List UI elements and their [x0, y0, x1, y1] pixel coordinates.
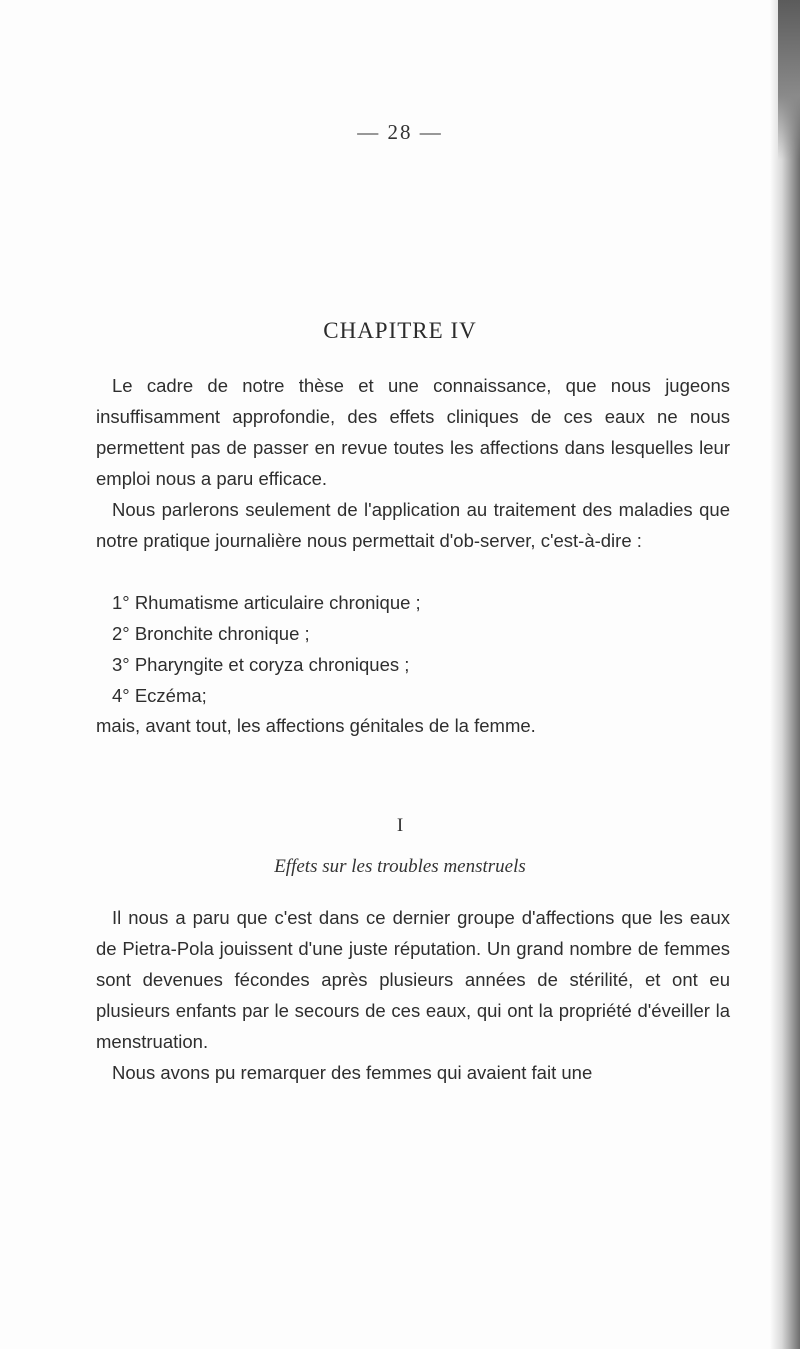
intro-text: [96, 370, 730, 556]
page-edge-shadow: [770, 0, 800, 1349]
intro-paragraph-2: Nous parlerons seulement de l'application au traitement des maladies que notre pratique journalière nous permettait d'ob-server, c'est-à-dire :: [96, 499, 730, 551]
section-title: Effets sur les troubles menstruels: [274, 856, 526, 877]
list-item: 4° Eczéma;: [112, 685, 207, 706]
chapter-title: CHAPITRE IV: [323, 318, 477, 343]
section-paragraph-2: Nous avons pu remarquer des femmes qui avaient fait une: [112, 1062, 593, 1083]
list-closing-line: mais, avant tout, les affections génitales de la femme.: [96, 715, 536, 736]
affections-list: [96, 587, 730, 711]
list-item: 3° Pharyngite et coryza chroniques ;: [112, 654, 410, 675]
list-item: 2° Bronchite chronique ;: [112, 623, 310, 644]
intro-paragraph-1: Le cadre de notre thèse et une connaissance, que nous jugeons insuffisamment approfondie, des effets cliniques de ces eaux ne nous permettent pas de passer en revue toutes les affections dans lesquelles leur emploi nous a paru efficace.: [96, 375, 730, 489]
section-paragraph-1: Il nous a paru que c'est dans ce dernier groupe d'affections que les eaux de Pietra-Pola jouissent d'une juste réputation. Un grand nombre de femmes sont devenues fécondes après plusieurs années de stérilité, et ont eu plusieurs enfants par le secours de ces eaux, qui ont la propriété d'éveiller la menstruation.: [96, 907, 730, 1052]
page-number: — 28 —: [357, 120, 443, 144]
list-item: 1° Rhumatisme articulaire chronique ;: [112, 592, 421, 613]
section-numeral: I: [396, 815, 404, 836]
section-text: [96, 902, 730, 1088]
